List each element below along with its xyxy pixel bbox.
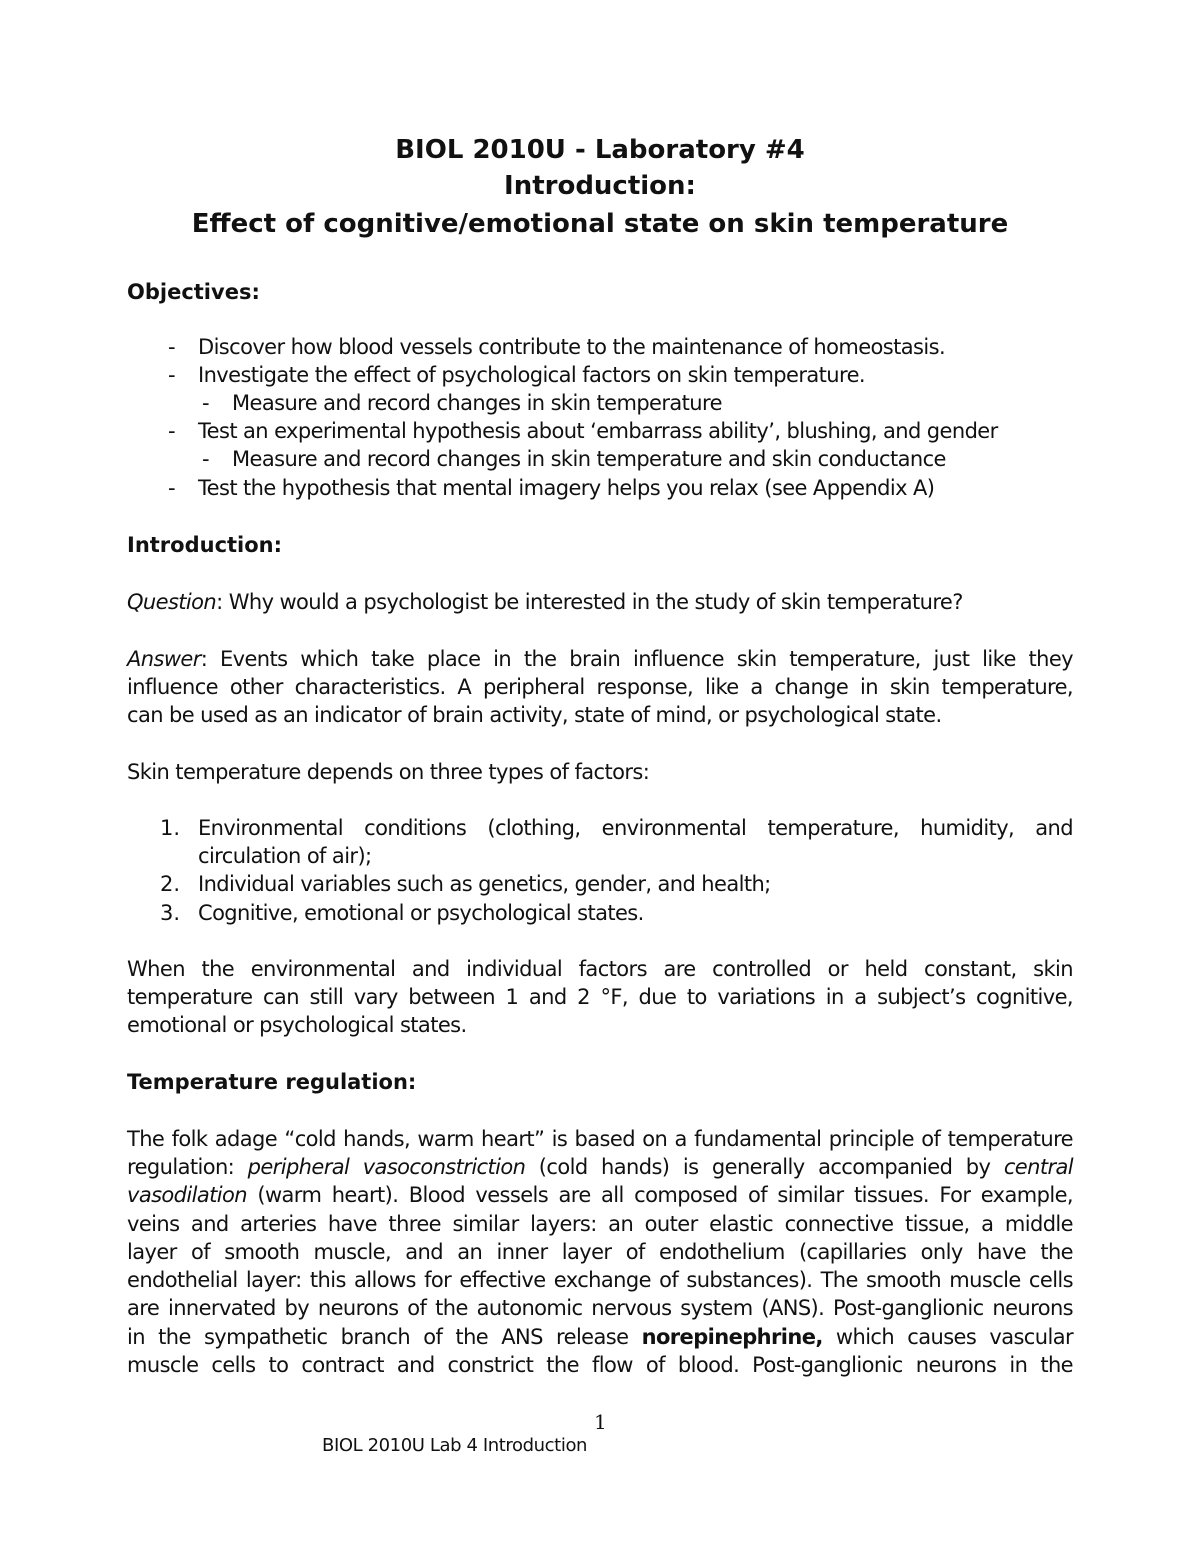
italic-term: peripheral vasoconstriction xyxy=(247,1155,526,1179)
paragraph-line xyxy=(127,1325,1073,1349)
text-run: in the sympathetic branch of the ANS release xyxy=(127,1325,642,1349)
objective-item: Test an experimental hypothesis about ‘embarrass ability’, blushing, and gender xyxy=(198,419,998,443)
list-number: 2. xyxy=(160,872,181,896)
text-run: regulation: xyxy=(127,1155,248,1179)
page-number: 1 xyxy=(594,1410,607,1434)
factor-item-line: circulation of air); xyxy=(198,844,372,868)
title-line-3: Effect of cognitive/emotional state on skin temperature xyxy=(191,209,1009,239)
text-run: (warm heart). Blood vessels are all composed of similar tissues. For example, xyxy=(246,1183,1073,1207)
factor-item-line: Individual variables such as genetics, gender, and health; xyxy=(198,872,771,896)
paragraph-line: veins and arteries have three similar layers: an outer elastic connective tissue, a middle xyxy=(127,1212,1073,1236)
bullet-dash: - xyxy=(168,419,176,443)
bullet-dash: - xyxy=(168,335,176,359)
paragraph-line: are innervated by neurons of the autonomic nervous system (ANS). Post-ganglionic neurons xyxy=(127,1296,1073,1320)
objective-item: Discover how blood vessels contribute to the maintenance of homeostasis. xyxy=(198,335,946,359)
bullet-dash: - xyxy=(168,476,176,500)
question-line xyxy=(127,590,963,614)
objective-subitem: Measure and record changes in skin temperature and skin conductance xyxy=(232,447,946,471)
bullet-dash: - xyxy=(168,363,176,387)
sub-bullet-dash: - xyxy=(202,447,210,471)
factor-item-line: Cognitive, emotional or psychological states. xyxy=(198,901,644,925)
paragraph-line xyxy=(127,1183,1073,1207)
objectives-heading: Objectives: xyxy=(127,280,260,304)
answer-line-2: influence other characteristics. A peripheral response, like a change in skin temperature, xyxy=(127,675,1073,699)
answer-label: Answer xyxy=(127,647,201,671)
sub-bullet-dash: - xyxy=(202,391,210,415)
objective-item: Test the hypothesis that mental imagery helps you relax (see Appendix A) xyxy=(198,476,935,500)
paragraph-line: muscle cells to contract and constrict the flow of blood. Post-ganglionic neurons in the xyxy=(127,1353,1073,1377)
question-label: Question xyxy=(127,590,217,614)
objective-item: Investigate the effect of psychological factors on skin temperature. xyxy=(198,363,865,387)
factors-intro: Skin temperature depends on three types of factors: xyxy=(127,760,650,784)
paragraph-line: endothelial layer: this allows for effective exchange of substances). The smooth muscle cells xyxy=(127,1268,1073,1292)
factor-item-line: Environmental conditions (clothing, environmental temperature, humidity, and xyxy=(198,816,1073,840)
question-text: : Why would a psychologist be interested in the study of skin temperature? xyxy=(216,590,963,614)
list-number: 3. xyxy=(160,901,181,925)
paragraph-line: The folk adage “cold hands, warm heart” is based on a fundamental principle of temperature xyxy=(127,1127,1073,1151)
title-line-1: BIOL 2010U - Laboratory #4 xyxy=(395,135,805,165)
title-line-2: Introduction: xyxy=(504,171,696,201)
italic-term: central xyxy=(1003,1155,1074,1179)
answer-line-1 xyxy=(127,647,1073,671)
page-footer: BIOL 2010U Lab 4 Introduction xyxy=(322,1435,588,1456)
italic-term: vasodilation xyxy=(127,1183,247,1207)
objective-subitem: Measure and record changes in skin temperature xyxy=(232,391,722,415)
paragraph-line: temperature can still vary between 1 and 2 °F, due to variations in a subject’s cognitive, xyxy=(127,985,1073,1009)
paragraph-line: When the environmental and individual factors are controlled or held constant, skin xyxy=(127,957,1073,981)
list-number: 1. xyxy=(160,816,181,840)
text-run: which causes vascular xyxy=(822,1325,1073,1349)
text-run: (cold hands) is generally accompanied by xyxy=(525,1155,1004,1179)
temperature-regulation-heading: Temperature regulation: xyxy=(127,1070,417,1094)
bold-term: norepinephrine, xyxy=(641,1325,823,1349)
paragraph-line: emotional or psychological states. xyxy=(127,1013,467,1037)
paragraph-line: layer of smooth muscle, and an inner layer of endothelium (capillaries only have the xyxy=(127,1240,1073,1264)
introduction-heading: Introduction: xyxy=(127,533,283,557)
paragraph-line xyxy=(127,1155,1073,1179)
answer-line-3: can be used as an indicator of brain activity, state of mind, or psychological state. xyxy=(127,703,942,727)
answer-text: : Events which take place in the brain influence skin temperature, just like they xyxy=(200,647,1073,671)
